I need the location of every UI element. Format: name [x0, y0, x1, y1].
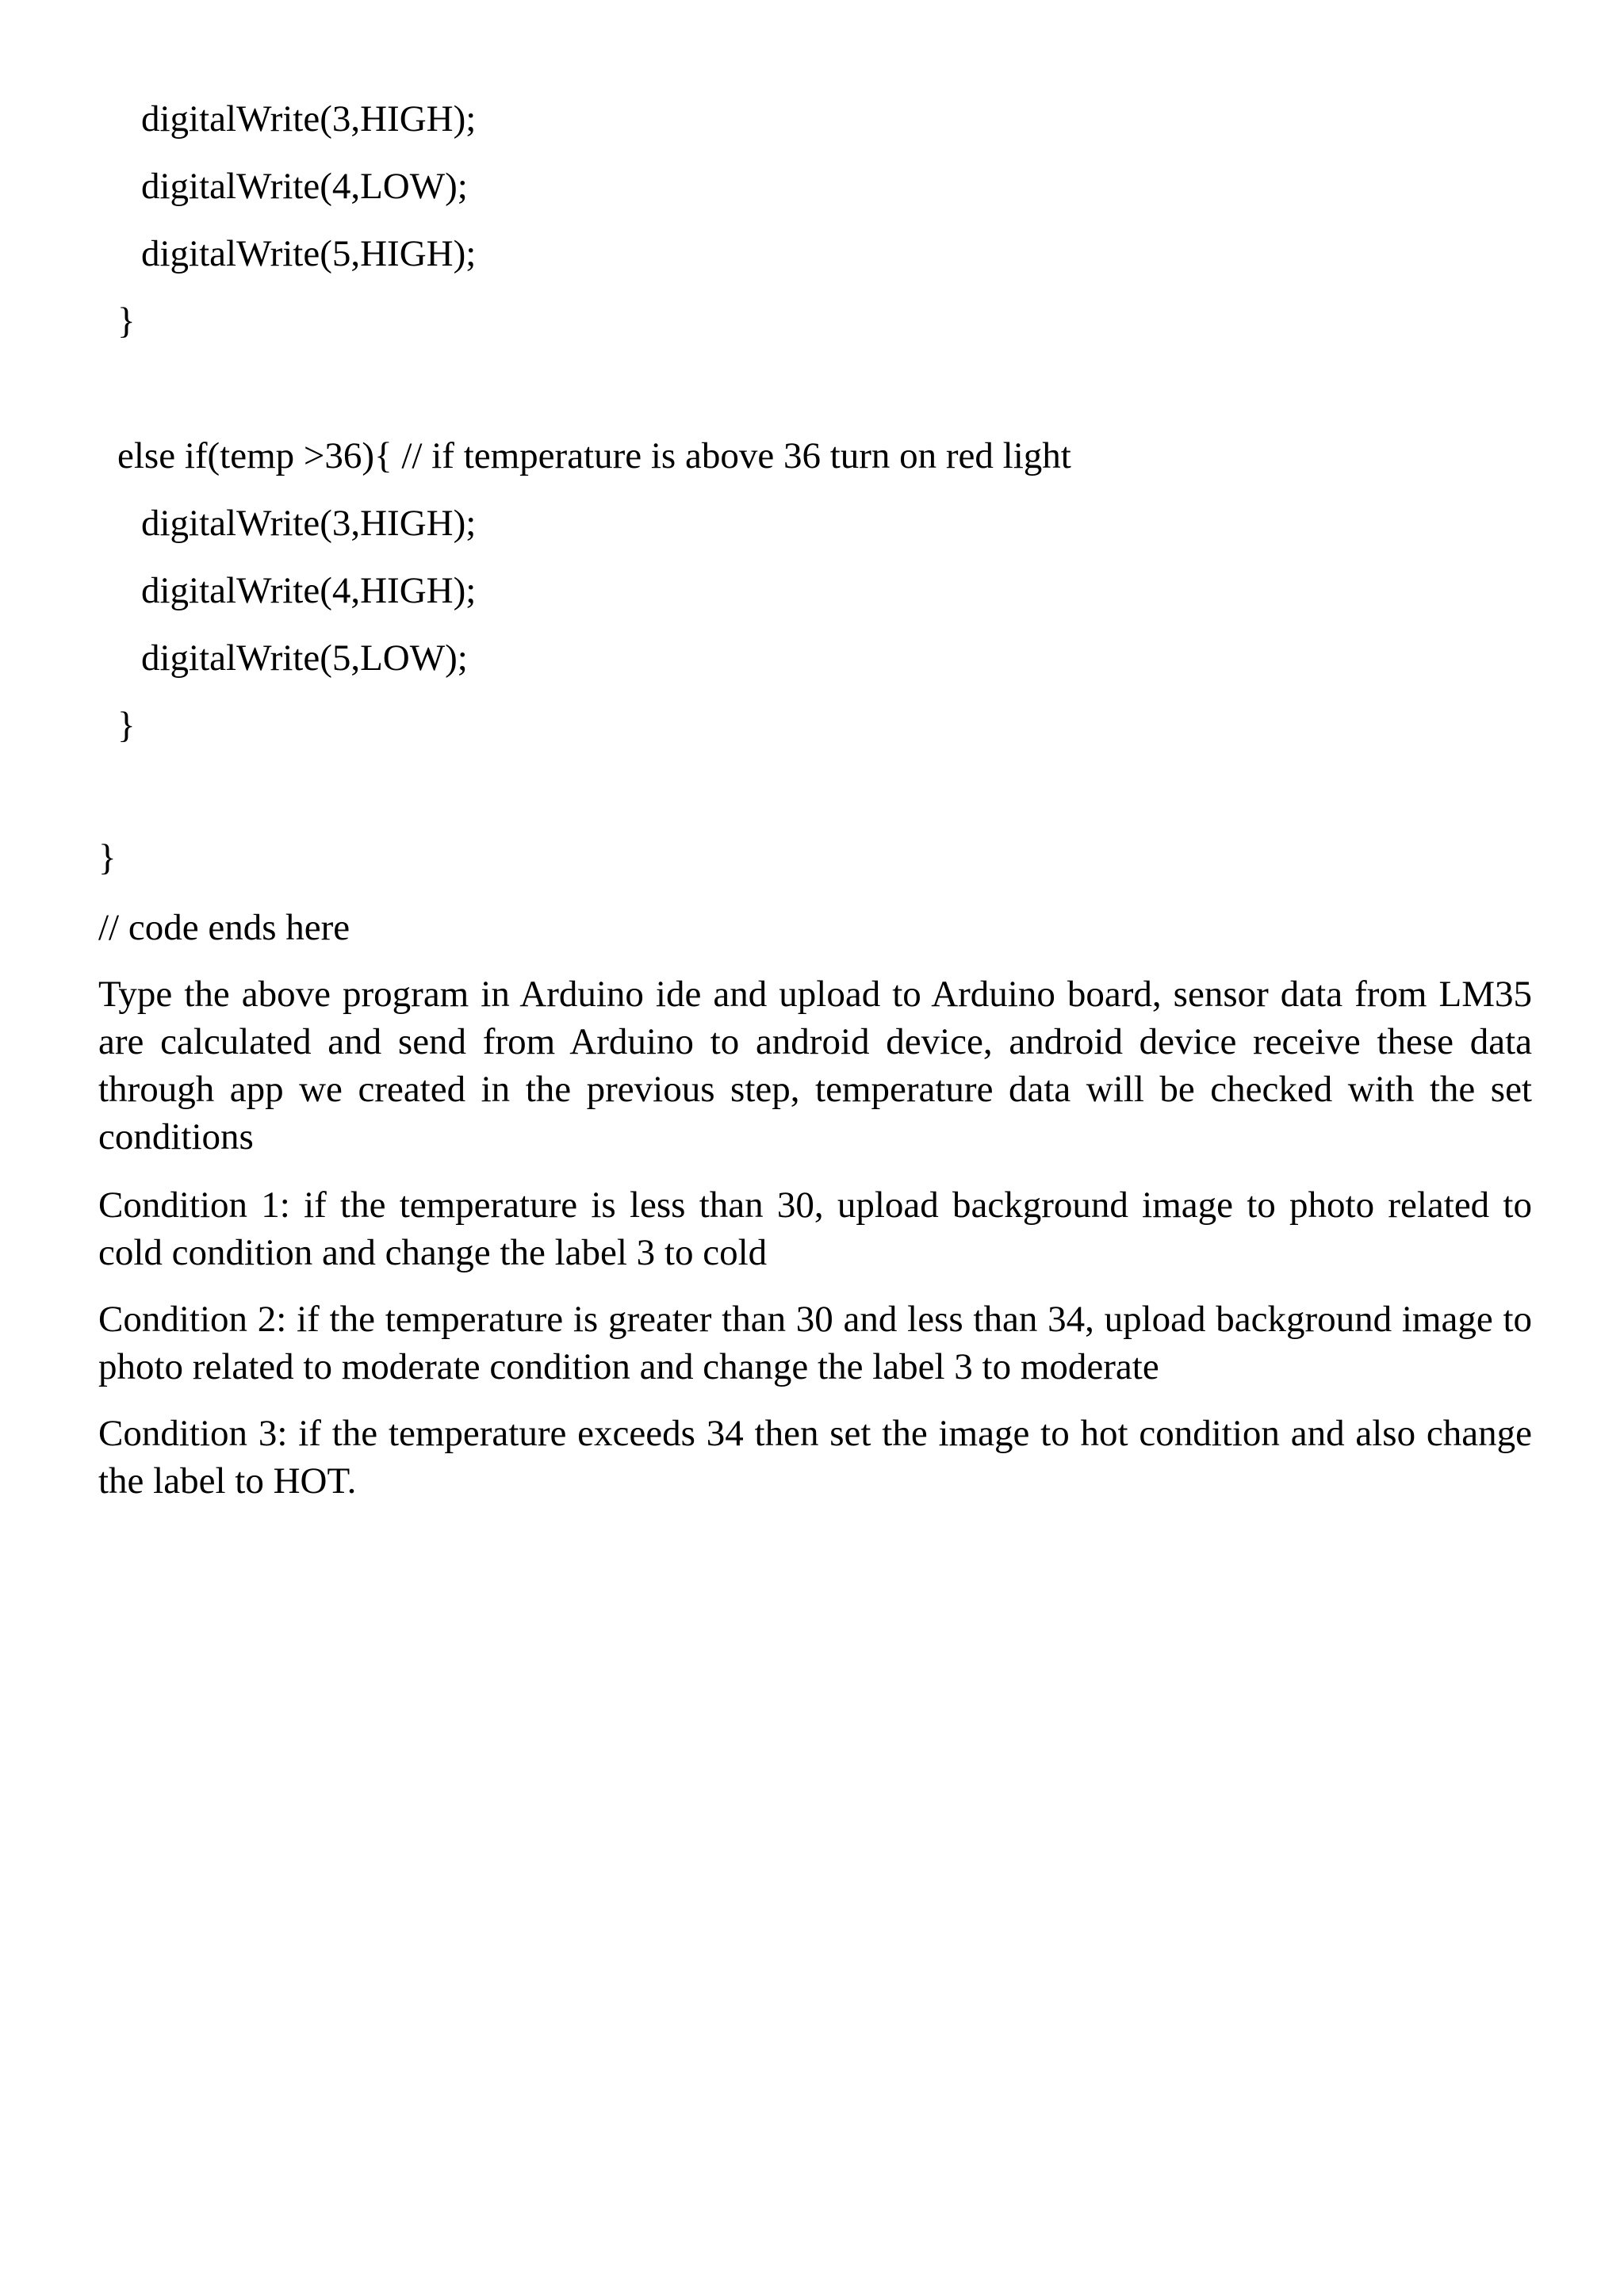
code-line: digitalWrite(5,LOW);	[141, 637, 468, 679]
code-closing-brace: }	[98, 837, 117, 878]
code-closing-brace: }	[117, 705, 136, 746]
code-else-if-line: else if(temp >36){ // if temperature is above 36 turn on red light	[117, 435, 1071, 476]
code-closing-brace: }	[117, 300, 136, 342]
code-line: digitalWrite(5,HIGH);	[141, 233, 477, 274]
condition-2-paragraph: Condition 2: if the temperature is greater than 30 and less than 34, upload background image to photo related to moderate condition and change the label 3 to moderate	[98, 1299, 1532, 1387]
intro-paragraph: Type the above program in Arduino ide and upload to Arduino board, sensor data from LM35 are calculated and send from Arduino to android device, android device receive these data through app we created in the previous step, temperature data will be checked with the set conditions	[98, 974, 1532, 1158]
code-line: digitalWrite(3,HIGH);	[141, 98, 477, 140]
condition-1-paragraph: Condition 1: if the temperature is less than 30, upload background image to photo related to cold condition and change the label 3 to cold	[98, 1184, 1532, 1273]
code-line: digitalWrite(4,HIGH);	[141, 570, 477, 611]
code-end-comment: // code ends here	[98, 907, 350, 948]
code-line: digitalWrite(4,LOW);	[141, 166, 468, 207]
code-line: digitalWrite(3,HIGH);	[141, 503, 477, 544]
condition-3-paragraph: Condition 3: if the temperature exceeds 34 then set the image to hot condition and also change the label to HOT.	[98, 1413, 1532, 1502]
